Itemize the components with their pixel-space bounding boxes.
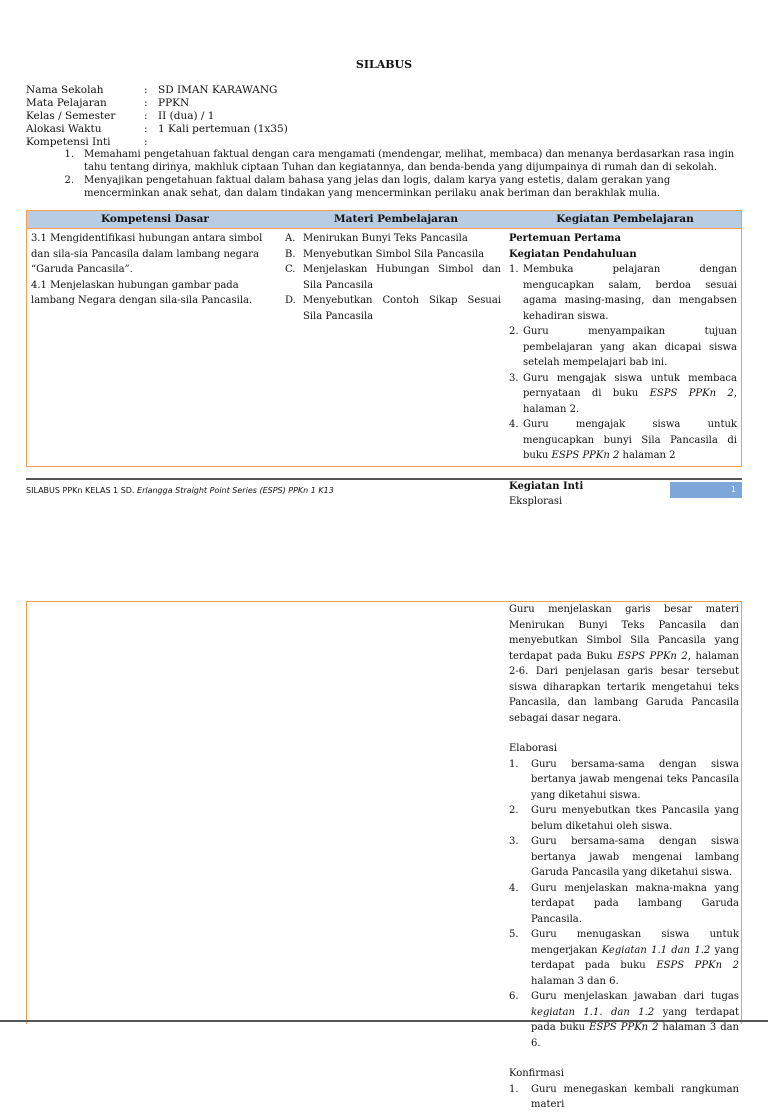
list-item <box>509 371 737 418</box>
list-item <box>509 881 739 928</box>
list-number: 1. <box>509 758 519 770</box>
meta-colon: : <box>144 97 148 109</box>
list-text: Guru menegaskan kembali rangkuman materi <box>531 1083 739 1110</box>
text-run: Guru menjelaskan jawaban dari tugas <box>531 991 739 1002</box>
meta-colon: : <box>144 136 148 148</box>
list-text: Menyebutkan Contoh Sikap Sesuai Sila Pancasila <box>303 295 501 322</box>
kegiatan-cell <box>509 602 739 1113</box>
list-text: Menirukan Bunyi Teks Pancasila <box>303 233 468 244</box>
silabus-table-continued <box>26 601 742 1110</box>
list-item <box>509 834 739 881</box>
text-run: , halaman 2-6. Dari penjelasan garis besar tersebut siswa diharapkan tertarik mengetahui teks Pancasila, dan lambang Garuda Pancasila sebagai dasar negara. <box>509 650 739 724</box>
list-letter: A. <box>285 233 296 244</box>
list-text: Menyebutkan Simbol Sila Pancasila <box>303 248 485 260</box>
list-text: Guru bersama-sama dengan siswa bertanya jawab mengenai teks Pancasila yang diketahui siswa. <box>531 758 739 801</box>
list-item <box>509 927 739 989</box>
spacer <box>509 726 739 741</box>
meta-row <box>26 123 288 136</box>
book-title: ESPS PPKn 2 <box>649 388 734 399</box>
meta-value: SD IMAN KARAWANG <box>158 84 278 96</box>
list-text <box>531 927 739 989</box>
header-materi: Materi Pembelajaran <box>334 213 458 225</box>
footer-book-title: Erlangga Straight Point Series (ESPS) PPKn 1 K13 <box>137 486 334 495</box>
meta-row <box>26 84 288 97</box>
text-run: Guru menugaskan siswa untuk mengerjakan <box>531 929 739 956</box>
konfirmasi-heading: Konfirmasi <box>509 1068 564 1079</box>
kd-item: 4.1 Menjelaskan hubungan gambar pada lambang Negara dengan sila-sila Pancasila. <box>31 279 253 306</box>
list-letter: B. <box>285 248 296 260</box>
list-item <box>285 293 501 324</box>
meta-key: Mata Pelajaran <box>26 97 107 109</box>
list-letter: C. <box>285 264 296 275</box>
book-title: ESPS PPKn 2 <box>589 1022 659 1033</box>
list-number: 2. <box>64 175 74 186</box>
meta-block <box>26 84 288 149</box>
list-number: 6. <box>509 991 519 1002</box>
materi-cell <box>285 231 501 324</box>
list-letter: D. <box>285 295 296 306</box>
list-number: 5. <box>509 929 519 940</box>
list-number: 1. <box>509 1083 519 1095</box>
list-item <box>509 324 737 371</box>
pendahuluan-heading: Kegiatan Pendahuluan <box>509 248 637 260</box>
pertemuan-heading: Pertemuan Pertama <box>509 233 621 244</box>
list-item <box>509 757 739 804</box>
list-text: Guru menyebutkan tkes Pancasila yang belum diketahui oleh siswa. <box>531 805 739 832</box>
list-text: Guru bersama-sama dengan siswa bertanya jawab mengenai lambang Garuda Pancasila yang diketahui siswa. <box>531 836 739 878</box>
text-run: halaman 3 dan 6. <box>531 975 619 987</box>
list-item <box>285 247 501 263</box>
list-text: Menyajikan pengetahuan faktual dalam bahasa yang jelas dan logis, dalam karya yang estetis, dalam gerakan yang mencerminkan anak sehat, dan dalam tindakan yang mencerminkan perilaku anak beriman dan berakhlak mulia. <box>84 175 671 199</box>
kd-item: 3.1 Mengidentifikasi hubungan antara simbol dan sila-sia Pancasila dalam lambang negara “Garuda Pancasila”. <box>31 233 263 275</box>
text-run: Guru mengajak siswa untuk membaca pernyataan di buku <box>523 372 737 399</box>
activity-title: Kegiatan 1.1 dan 1.2 <box>601 944 711 956</box>
meta-key: Kelas / Semester <box>26 110 116 122</box>
text-run: yang terdapat pada buku <box>531 944 739 971</box>
page-footer <box>26 478 742 498</box>
meta-value: 1 Kali pertemuan (1x35) <box>158 123 288 135</box>
list-item <box>509 1082 739 1113</box>
kegiatan-cell <box>509 231 737 510</box>
list-number: 2. <box>509 805 519 816</box>
list-number: 2. <box>509 326 519 337</box>
activity-title: kegiatan 1.1. dan 1.2 <box>531 1006 655 1018</box>
list-item <box>26 148 742 174</box>
list-item <box>26 174 742 200</box>
book-title: ESPS PPKn 2 <box>656 960 739 971</box>
list-item <box>509 417 737 464</box>
list-text <box>523 417 737 464</box>
list-text: Memahami pengetahuan faktual dengan cara mengamati (mendengar, melihat, membaca) dan menanya berdasarkan rasa ingin tahu tentang dirinya, makhluk ciptaan Tuhan dan kegiatannya, dan benda-benda yang dijumpainya di rumah dan di sekolah. <box>84 149 735 173</box>
meta-row <box>26 110 288 123</box>
list-text: Guru menyampaikan tujuan pembelajaran yang akan dicapai siswa setelah mempelajari bab ini. <box>523 326 737 368</box>
spacer <box>509 1051 739 1066</box>
list-item <box>509 262 737 324</box>
list-number: 3. <box>509 372 519 384</box>
book-title: ESPS PPKn 2 <box>551 450 620 461</box>
list-text: Menjelaskan Hubungan Simbol dan Sila Pancasila <box>303 264 501 291</box>
list-number: 1. <box>509 264 519 275</box>
page-title: SILABUS <box>355 58 413 71</box>
text-run: Guru menjelaskan garis besar materi Menirukan Bunyi Teks Pancasila dan menyebutkan Simbol Sila Pancasila yang terdapat pada Buku <box>509 604 739 662</box>
page-number: 1 <box>670 482 742 498</box>
list-number: 4. <box>509 419 519 430</box>
list-number: 4. <box>509 882 519 894</box>
meta-colon: : <box>144 110 148 122</box>
meta-value: II (dua) / 1 <box>158 110 215 122</box>
inti-heading: Kegiatan Inti <box>509 480 584 492</box>
kompetensi-inti-list <box>26 148 742 200</box>
eksplorasi-heading: Eksplorasi <box>509 496 563 507</box>
text-run: halaman 3 dan 6. <box>531 1022 739 1049</box>
list-text: Membuka pelajaran dengan mengucapkan salam, berdoa sesuai agama masing-masing, dan mengabsen kehadiran siswa. <box>523 264 737 322</box>
header-kegiatan: Kegiatan Pembelajaran <box>556 213 694 225</box>
meta-key: Alokasi Waktu <box>26 123 102 135</box>
text-run: , halaman 2. <box>523 388 737 415</box>
list-item <box>509 803 739 834</box>
page-bottom-rule <box>0 1020 768 1022</box>
table-header <box>27 211 741 229</box>
text-run: halaman 2 <box>619 450 676 461</box>
header-kompetensi-dasar: Kompetensi Dasar <box>101 213 209 225</box>
meta-colon: : <box>144 123 148 135</box>
spacer <box>509 464 737 479</box>
meta-value: PPKN <box>158 97 190 109</box>
meta-key: Kompetensi Inti <box>26 136 111 148</box>
list-number: 1. <box>64 149 74 160</box>
elaborasi-heading: Elaborasi <box>509 743 557 754</box>
footer-text <box>26 486 334 495</box>
book-title: ESPS PPKn 2 <box>617 650 688 662</box>
text-run: Guru mengajak siswa untuk mengucapkan bunyi Sila Pancasila di buku <box>523 419 737 461</box>
list-number: 3. <box>509 836 519 847</box>
meta-colon: : <box>144 84 148 96</box>
list-item <box>285 262 501 293</box>
meta-row <box>26 97 288 110</box>
penjelasan-paragraph <box>509 602 739 726</box>
list-text: Guru menjelaskan makna-makna yang terdapat pada lambang Garuda Pancasila. <box>531 882 739 925</box>
text-run: yang terdapat pada buku <box>531 1006 739 1033</box>
footer-text-run: SILABUS PPKn KELAS 1 SD. <box>26 486 138 495</box>
meta-key: Nama Sekolah <box>26 84 104 96</box>
list-item <box>285 231 501 247</box>
list-text <box>523 371 737 418</box>
kompetensi-dasar-cell <box>31 231 279 309</box>
